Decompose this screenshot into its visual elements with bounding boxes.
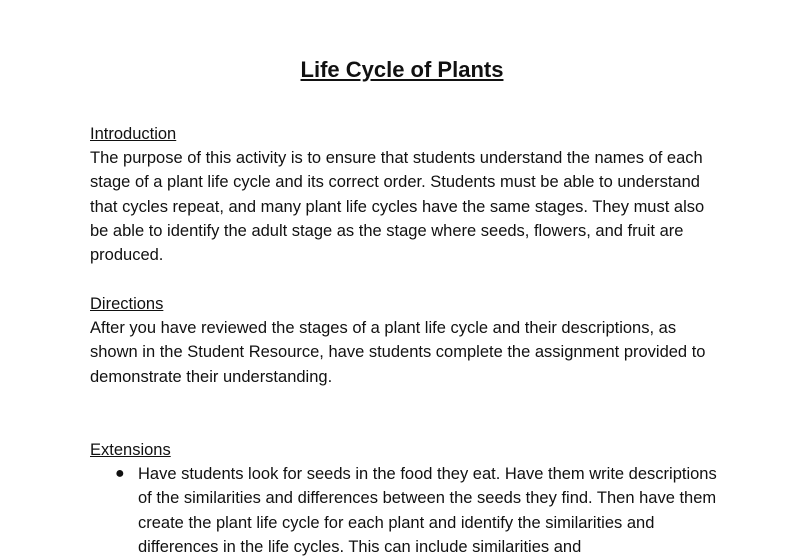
directions-body: After you have reviewed the stages of a plant life cycle and their descriptions, as shown in the Student Resource, have students complete the assignment provided to demonstrate their understanding. (90, 319, 706, 386)
list-item (90, 462, 728, 559)
extensions-heading: Extensions (90, 441, 171, 459)
introduction-heading: Introduction (90, 125, 177, 143)
document-title: Life Cycle of Plants (300, 57, 504, 82)
directions-heading: Directions (90, 295, 164, 313)
extensions-section (90, 438, 720, 559)
directions-section (90, 292, 720, 389)
list-item-text: Have students look for seeds in the food they eat. Have them write descriptions of the similarities and differences between the seeds they find. Then have them create the plant life cycle for each plant and identify the similarities and differences in the life cycles. This can include similarities and (138, 465, 717, 556)
introduction-body: The purpose of this activity is to ensure that students understand the names of each stage of a plant life cycle and its correct order. Students must be able to understand that cycles repeat, and many plant life cycles have the same stages. They must also be able to identify the adult stage as the stage where seeds, flowers, and fruit are produced. (90, 149, 705, 265)
bullet-icon: ● (115, 465, 125, 483)
introduction-section (90, 122, 720, 267)
extensions-list (90, 462, 720, 559)
